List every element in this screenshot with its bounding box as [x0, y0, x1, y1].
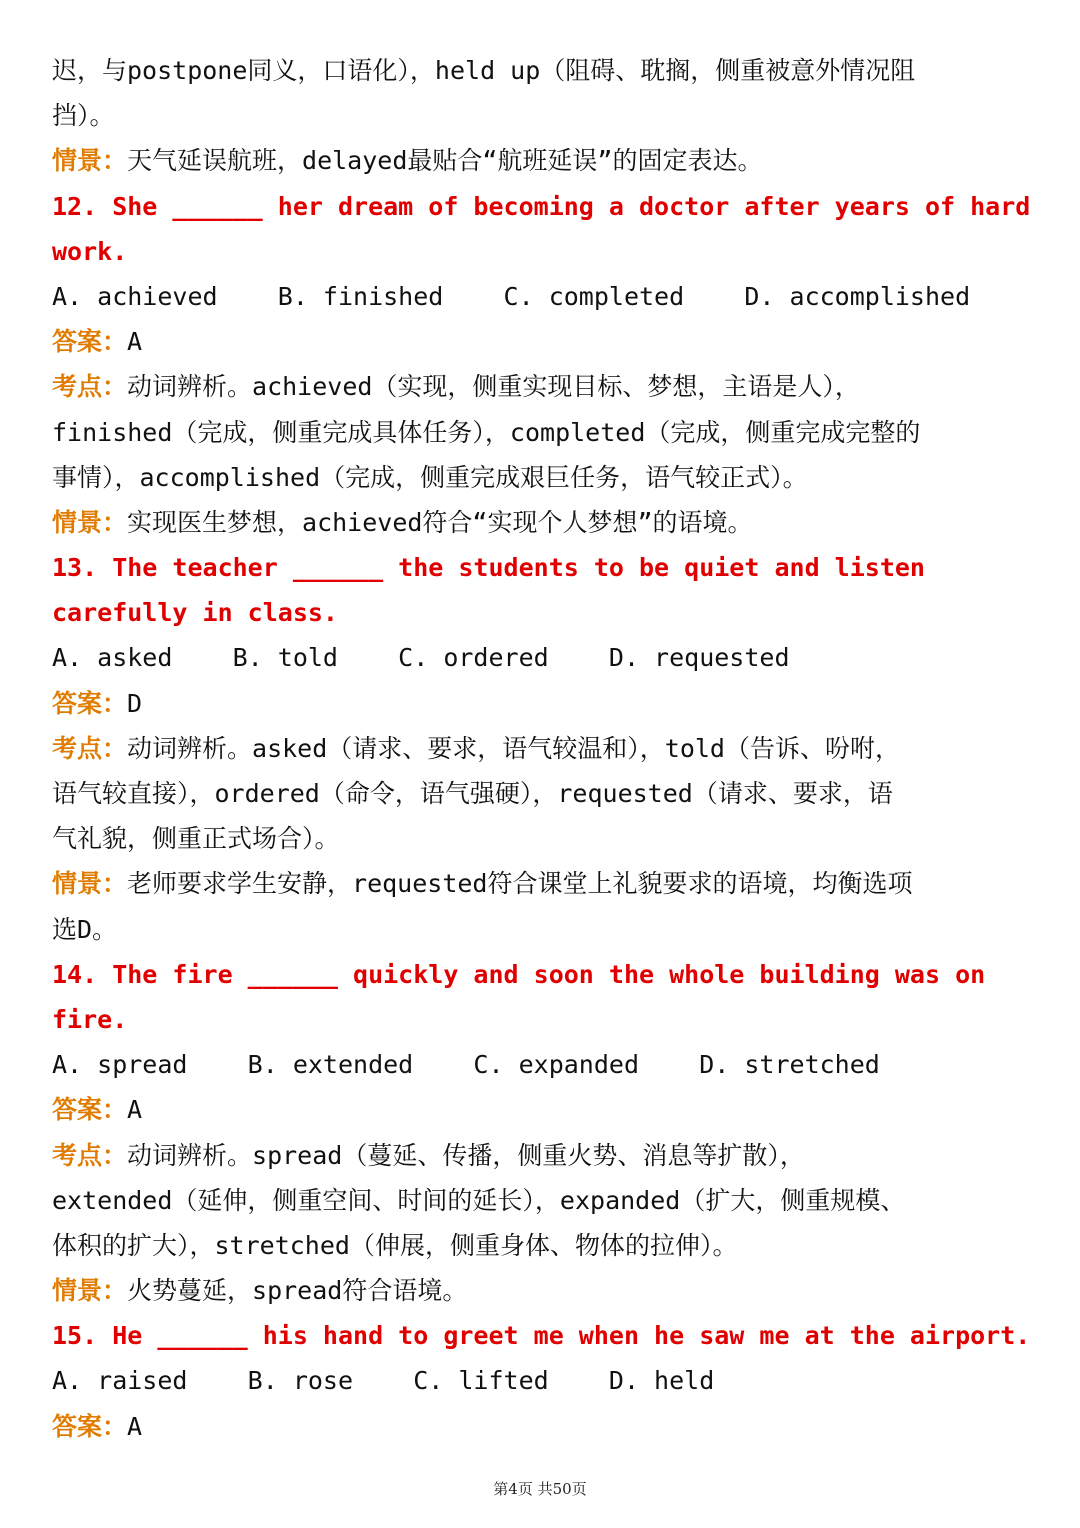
labeled-line: [52, 364, 1032, 409]
labeled-line: [52, 1268, 1032, 1313]
section-label: 情景：: [52, 1276, 128, 1306]
labeled-line: [52, 726, 1032, 771]
label-text: A: [127, 1411, 143, 1441]
section-label: 情景：: [52, 869, 128, 899]
section-label: 考点：: [52, 372, 128, 402]
text-line: 气礼貌，侧重正式场合）。: [52, 824, 340, 854]
document-body: [52, 48, 1032, 1449]
labeled-line: [52, 681, 1032, 726]
text-line: 挡）。: [52, 101, 115, 131]
label-text: 实现医生梦想，achieved符合“实现个人梦想”的语境。: [127, 507, 753, 537]
text-line: A. asked B. told C. ordered D. requested: [52, 643, 790, 673]
text-line: extended（延伸，侧重空间、时间的延长），expanded（扩大，侧重规模、: [52, 1185, 906, 1215]
label-text: 火势蔓延，spread符合语境。: [127, 1276, 468, 1306]
label-text: 动词辨析。spread（蔓延、传播，侧重火势、消息等扩散），: [127, 1140, 805, 1170]
section-label: 答案：: [52, 688, 128, 718]
labeled-line: [52, 138, 1032, 183]
question-line: 15. He ______ his hand to greet me when he saw me at the airport.: [52, 1321, 1031, 1351]
question-line: fire.: [52, 1004, 128, 1034]
text-line: A. spread B. extended C. expanded D. stretched: [52, 1050, 880, 1080]
question-line: 13. The teacher ______ the students to be quiet and listen: [52, 553, 925, 583]
question-line: 12. She ______ her dream of becoming a doctor after years of hard: [52, 191, 1031, 221]
text-line: 选D。: [52, 914, 118, 944]
labeled-line: [52, 319, 1032, 364]
label-text: D: [127, 688, 143, 718]
label-text: 老师要求学生安静，requested符合课堂上礼貌要求的语境，均衡选项: [127, 869, 913, 899]
text-line: 语气较直接），ordered（命令，语气强硬），requested（请求、要求，语: [52, 779, 893, 808]
text-line: A. raised B. rose C. lifted D. held: [52, 1366, 715, 1396]
text-line: 事情），accomplished（完成，侧重完成艰巨任务，语气较正式）。: [52, 462, 808, 492]
section-label: 考点：: [52, 733, 128, 763]
question-line: work.: [52, 236, 128, 266]
page-footer: 第4页 共50页: [493, 1480, 587, 1498]
question-line: carefully in class.: [52, 598, 338, 628]
label-text: A: [127, 327, 143, 357]
label-text: A: [127, 1095, 143, 1125]
labeled-line: [52, 1404, 1032, 1449]
text-line: 迟，与postpone同义，口语化），held up（阻碍、耽搁，侧重被意外情况阻: [52, 56, 916, 85]
labeled-line: [52, 500, 1032, 545]
label-text: 动词辨析。asked（请求、要求，语气较温和），told（告诉、吩咐，: [127, 733, 900, 763]
labeled-line: [52, 861, 1032, 906]
section-label: 情景：: [52, 507, 128, 537]
labeled-line: [52, 1087, 1032, 1132]
text-line: A. achieved B. finished C. completed D. accomplished: [52, 281, 971, 311]
text-line: 体积的扩大），stretched（伸展，侧重身体、物体的拉伸）。: [52, 1230, 738, 1260]
section-label: 答案：: [52, 1411, 128, 1441]
section-label: 答案：: [52, 327, 128, 357]
section-label: 答案：: [52, 1095, 128, 1125]
label-text: 动词辨析。achieved（实现，侧重实现目标、梦想，主语是人），: [127, 372, 860, 402]
question-line: 14. The fire ______ quickly and soon the whole building was on: [52, 959, 986, 989]
section-label: 考点：: [52, 1140, 128, 1170]
section-label: 情景：: [52, 146, 128, 176]
labeled-line: [52, 1133, 1032, 1178]
label-text: 天气延误航班，delayed最贴合“航班延误”的固定表达。: [127, 146, 763, 176]
text-line: finished（完成，侧重完成具体任务），completed（完成，侧重完成完整的: [52, 417, 921, 447]
